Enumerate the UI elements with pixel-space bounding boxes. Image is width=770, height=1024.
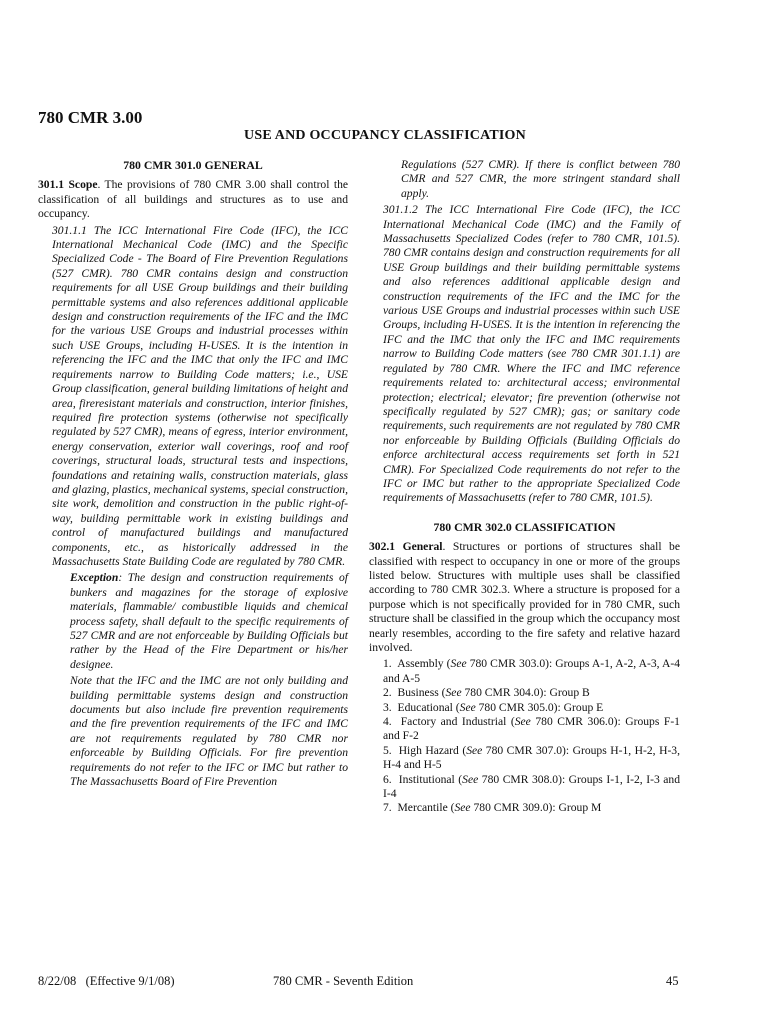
section-heading-301: 780 CMR 301.0 GENERAL (123, 158, 263, 172)
occupancy-group-list (369, 657, 680, 815)
list-item: 6. Institutional (See 780 CMR 308.0): Groups I-1, I-2, I-3 and I-4 (383, 772, 681, 801)
section-heading-302: 780 CMR 302.0 CLASSIFICATION (433, 519, 616, 534)
note-paragraph: Note that the IFC and the IMC are not only building and building permittable systems design and construction documents but also include fire prevention requirements and the fire prevention requirements of the IFC and IMC are not requirements regulated by 780 CMR nor enforceable by Building Officials. For fire prevention requirements do not refer to the IFC or IMC but rather to The Massachusetts Board of Fire Prevention (70, 674, 348, 789)
footer-edition: 780 CMR - Seventh Edition (273, 974, 414, 988)
paragraph-301-1-2: 301.1.2 The ICC International Fire Code (IFC), the ICC International Mechanical Code (IMC) and the Family of Massachusetts Specialized Codes (refer to 780 CMR, 101.5). 780 CMR contains design and construction requirements for all USE Group buildings and their building permittable systems and also references additional applicable design and construction requirements of the IFC and the IMC for the various USE Groups and industrial processes within such USE Groups, including H-USES. It is the intention in referencing the IFC and the IMC that only the IFC and IMC requirements narrow to Building Code matters (see 780 CMR 301.1.1) are regulated by 780 CMR. Where the IFC and IMC reference requirements related to: architectural access; environmental protection; electrical; elevator; fire prevention (otherwise not specifically regulated by 527 CMR); gas; or sanitary code requirements, such requirements are not regulated by 780 CMR nor enforceable by Building Officials (Building Officials do enforce architectural access requirements set forth in 521 CMR). For Specialized Code requirements do not refer to the IFC or IMC but rather to the appropriate Specialized Code requirements of Massachusetts (refer to 780 CMR, 101.5). (383, 203, 680, 505)
list-item: 4. Factory and Industrial (See 780 CMR 306.0): Groups F-1 and F-2 (383, 715, 680, 743)
page-title: USE AND OCCUPANCY CLASSIFICATION (244, 128, 526, 143)
list-item: 3. Educational (See 780 CMR 305.0): Group E (383, 700, 604, 714)
label-302-1: 302.1 General (369, 540, 443, 554)
left-column (38, 158, 348, 791)
list-item: 7. Mercantile (See 780 CMR 309.0): Group M (383, 801, 602, 815)
footer-page-number: 45 (666, 974, 679, 988)
exception-text: : The design and construction requirements of bunkers and magazines for the storage of explosive materials, flammable/ combustible liquids and chemical process safety, shall default to the specific requirements of 527 CMR and are not enforceable by Building Officials but rather by the Head of the Fire Department or his/her designee. (70, 571, 348, 671)
paragraph-301-1 (38, 178, 348, 221)
list-item: 1. Assembly (See 780 CMR 303.0): Groups A-1, A-2, A-3, A-4 and A-5 (383, 657, 680, 685)
text-301-1: . The provisions of 780 CMR 3.00 shall control the classification of all buildings and structures as to use and occupancy. (38, 178, 349, 221)
footer-date: 8/22/08 (Effective 9/1/08) (38, 974, 175, 988)
paragraph-301-1-1: 301.1.1 The ICC International Fire Code (IFC), the ICC International Mechanical Code (IMC) and the Specific Specialized Code - The Board of Fire Prevention Regulations (527 CMR). 780 CMR contains design and construction requirements for all USE Group buildings and their building permittable systems and also references additional applicable design and construction requirements of the IFC and the IMC for the various USE Groups and industrial processes within such USE Groups, including H-USES. It is the intention in referencing the IFC and the IMC that only the IFC and IMC requirements narrow to Building Code matters; i.e., USE Group classification, general building limitations of height and area, fireresistant materials and construction, interior finishes, required fire protection systems (otherwise not specifically regulated by 527 CMR), means of egress, interior environment, energy conservation, exterior wall coverings, roof and roof coverings, structural loads, structural tests and inspections, foundations and retaining walls, construction materials, glass and glazing, plastics, mechanical systems, special construction, site work, demolition and construction in the public right-of-way, building permittable work in existing buildings and control of manufactured buildings and manufactured components, etc., as historically addressed in the Massachusetts State Building Code are regulated by 780 CMR. (52, 223, 348, 568)
exception-paragraph (38, 571, 348, 672)
text-302-1: . Structures or portions of structures shall be classified with respect to occupancy in one or more of the groups listed below. Structures with multiple uses shall be classified according to 780 CMR 302.3. Where a structure is proposed for a purpose which is not specifically provided for in 780 CMR, such structure shall be classified in the group which the occupancy most nearly resembles, according to the fire safety and relative hazard involved. (369, 540, 681, 654)
page-code-heading: 780 CMR 3.00 (38, 108, 143, 127)
paragraph-302-1 (369, 540, 680, 655)
list-item: 5. High Hazard (See 780 CMR 307.0): Groups H-1, H-2, H-3, H-4 and H-5 (383, 743, 680, 772)
label-301-1: 301.1 Scope (38, 178, 98, 192)
exception-label: Exception (70, 571, 119, 585)
list-item: 2. Business (See 780 CMR 304.0): Group B (383, 686, 590, 700)
note-continuation: Regulations (527 CMR). If there is conflict between 780 CMR and 527 CMR, the more stringent standard shall apply. (401, 158, 680, 200)
right-column (369, 158, 680, 816)
